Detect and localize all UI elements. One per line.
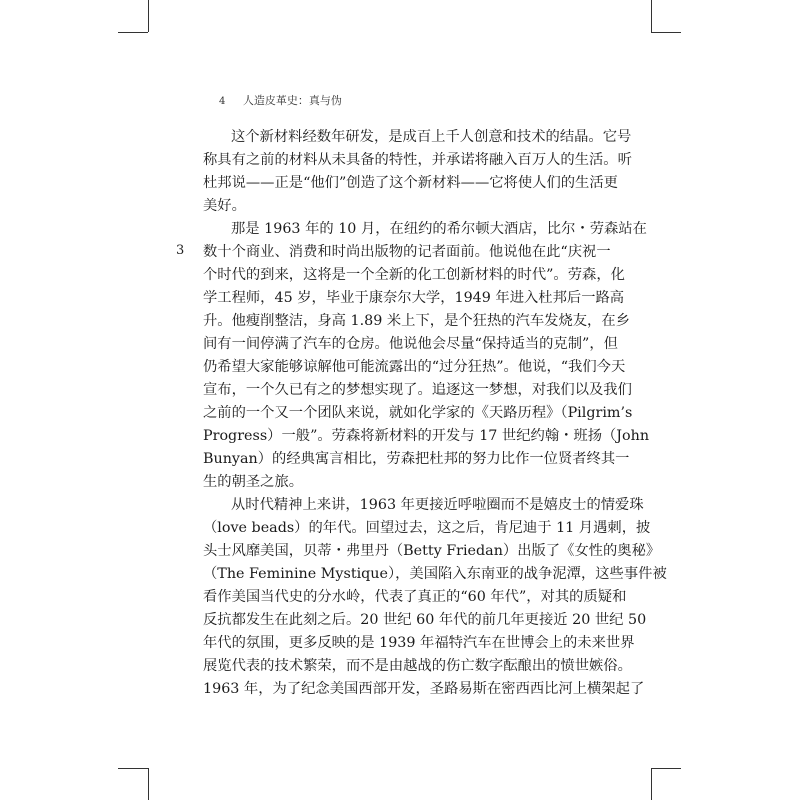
text-line: （love beads）的年代。回望过去，这之后，肯尼迪于 11 月遇刺，披 <box>203 520 651 536</box>
text-line: 之前的一个又一个团队来说，就如化学家的《天路历程》（Pilgrim’s <box>203 405 633 421</box>
text-line: 展览代表的技术繁荣，而不是由越战的伤亡数字酝酿出的愤世嫉俗。 <box>203 658 632 674</box>
crop-mark-top-left-horizontal <box>118 32 148 33</box>
text-line: 数十个商业、消费和时尚出版物的记者面前。他说他在此“庆祝一 <box>203 244 611 260</box>
text-line: 仍希望大家能够谅解他可能流露出的“过分狂热”。他说，“我们今天 <box>203 359 626 375</box>
text-line: 从时代精神上来讲，1963 年更接近呼啦圈而不是嬉皮士的情爱珠 <box>231 497 644 513</box>
text-line: 生的朝圣之旅。 <box>203 474 304 490</box>
text-line: 杜邦说——正是“他们”创造了这个新材料——它将使人们的生活更 <box>203 175 618 191</box>
text-line: 1963 年，为了纪念美国西部开发，圣路易斯在密西西比河上横架起了 <box>203 681 645 697</box>
text-line: （The Feminine Mystique），美国陷入东南亚的战争泥潭，这些事件被 <box>203 566 667 582</box>
crop-mark-top-left-vertical <box>148 0 149 32</box>
crop-mark-bottom-left-vertical <box>148 768 149 800</box>
crop-mark-bottom-right-horizontal <box>651 768 681 769</box>
text-line: 升。他瘦削整洁，身高 1.89 米上下，是个狂热的汽车发烧友，在乡 <box>203 313 630 329</box>
text-line: 宣布，一个久已有之的梦想实现了。追逐这一梦想，对我们以及我们 <box>203 382 632 398</box>
text-line: Bunyan）的经典寓言相比，劳森把杜邦的努力比作一位贤者终其一 <box>203 451 630 467</box>
crop-mark-bottom-right-vertical <box>651 768 652 800</box>
text-line: 个时代的到来，这将是一个全新的化工创新材料的时代”。劳森，化 <box>203 267 625 283</box>
margin-note-number: 3 <box>176 243 185 258</box>
text-line: 美好。 <box>203 198 246 214</box>
crop-mark-top-right-horizontal <box>651 32 681 33</box>
body-text <box>203 126 667 701</box>
text-line: 年代的氛围，更多反映的是 1939 年福特汽车在世博会上的未来世界 <box>203 635 635 651</box>
text-line: 间有一间停满了汽车的仓房。他说他会尽量“保持适当的克制”，但 <box>203 336 618 352</box>
running-head <box>219 92 342 108</box>
crop-mark-bottom-left-horizontal <box>118 768 148 769</box>
text-line: 学工程师，45 岁，毕业于康奈尔大学，1949 年进入杜邦后一路高 <box>203 290 625 306</box>
text-line: 头士风靡美国，贝蒂・弗里丹（Betty Friedan）出版了《女性的奥秘》 <box>203 543 661 559</box>
text-line: 那是 1963 年的 10 月，在纽约的希尔顿大酒店，比尔・劳森站在 <box>231 221 647 237</box>
text-line: 看作美国当代史的分水岭，代表了真正的“60 年代”，对其的质疑和 <box>203 589 627 605</box>
crop-mark-top-right-vertical <box>651 0 652 32</box>
text-line: Progress）一般”。劳森将新材料的开发与 17 世纪约翰・班扬（John <box>203 428 650 444</box>
text-line: 称具有之前的材料从未具备的特性，并承诺将融入百万人的生活。听 <box>203 152 632 168</box>
page-number: 4 <box>219 96 226 107</box>
book-title: 人造皮革史：真与伪 <box>242 94 342 107</box>
text-line: 这个新材料经数年研发，是成百上千人创意和技术的结晶。它号 <box>231 129 632 145</box>
text-line: 反抗都发生在此刻之后。20 世纪 60 年代的前几年更接近 20 世纪 50 <box>203 612 647 628</box>
